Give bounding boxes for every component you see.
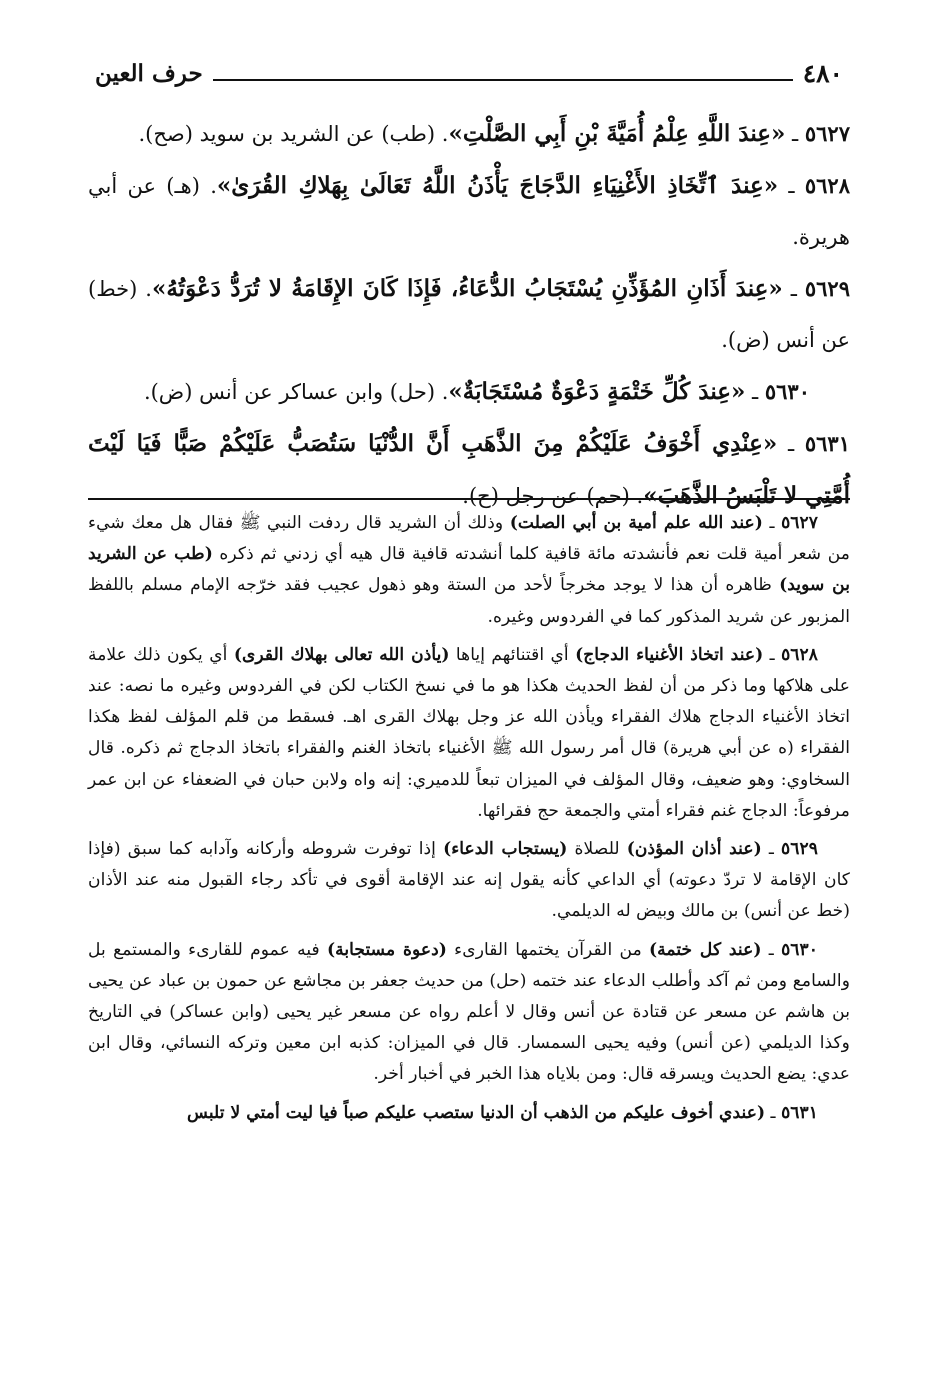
commentary-entry: ٥٦٢٨ ـ (عند اتخاذ الأغنياء الدجاج) أي اقتنائهم إياها (يأذن الله تعالى بهلاك القرى) أي يكون ذلك علامة على هلاكها وما ذكر من أن لفظ الحديث هكذا هو ما في نسخ الكتاب لكن في الفردوس وغيره ما نصه: عند اتخاذ الأغنياء الدجاج هلاك الفقراء ويأذن الله عز وجل بهلاك القرى اهـ. فسقط من قلم المؤلف لفظ هكذا الفقراء (ه عن أبي هريرة) قال أمر رسول الله ﷺ الأغنياء باتخاذ الغنم والفقراء باتخاذ الدجاج ثم ذكره. قال السخاوي: وهو ضعيف، وقال المؤلف في الميزان تبعاً للدميري: إنه واه ولابن حبان في الضعفاء عن ابن عمر مرفوعاً: الدجاج غنم فقراء أمتي والجمعة حج فقرائها. [88, 644, 850, 821]
hadith-number: ٥٦٣٠ [764, 379, 810, 404]
footnote-divider [88, 498, 850, 500]
commentary-text: وذلك أن الشريد قال ردفت النبي ﷺ فقال هل معك شيء من شعر أمية قلت نعم فأنشدته مائة قافية كلما أنشدته قافية قال هيه أي زدني ثم ذكره [88, 513, 850, 565]
hadith-source: . (هـ) عن أبي هريرة. [88, 174, 850, 249]
hadith-text: «عِندَ اللَّهِ عِلْمُ أُمَيَّةَ بْنِ أَبِي الصَّلْتِ» [448, 120, 786, 147]
header-rule [213, 79, 793, 81]
hadith-entry: ٥٦٣٠ ـ «عِندَ كُلِّ خَتْمَةٍ دَعْوَةٌ مُسْتَجَابَةٌ». (حل) وابن عساكر عن أنس (ض). [143, 378, 810, 405]
hadith-text: «عِنْدِي أَخْوَفُ عَلَيْكُمْ مِنَ الذَّهَبِ أَنَّ الدُّنْيَا سَتُصَبُّ عَلَيْكُمْ صَبًّا فَيَا لَيْتَ أُمَّتِي لا تَلْبَسُ الذَّهَبَ» [88, 430, 850, 509]
hadith-entry: ٥٦٢٨ ـ «عِندَ ٱتِّخَاذِ الأَغْنِيَاءِ الدَّجَاجَ يَأْذَنُ اللَّهُ تَعَالَىٰ بِهَلاكِ القُرَىٰ». (هـ) عن أبي هريرة. [88, 172, 850, 249]
commentary-number: ٥٦٣١ [781, 1102, 818, 1123]
commentary-number: ٥٦٢٧ [781, 513, 818, 533]
commentary-text: ظاهره أن هذا لا يوجد مخرجاً لأحد من الستة وهو ذهول عجيب فقد خرّجه الإمام مسلم باللفظ المزبور عن شريد المذكور كما في الفردوس وغيره. [88, 575, 850, 627]
commentary-entry: ٥٦٢٧ ـ (عند الله علم أمية بن أبي الصلت) وذلك أن الشريد قال ردفت النبي ﷺ فقال هل معك شيء من شعر أمية قلت نعم فأنشدته مائة قافية كلما أنشدته قافية قال هيه أي زدني ثم ذكره (طب عن الشريد بن سويد) ظاهره أن هذا لا يوجد مخرجاً لأحد من الستة وهو ذهول عجيب فقد خرّجه الإمام مسلم باللفظ المزبور عن شريد المذكور كما في الفردوس وغيره. [88, 513, 850, 627]
hadith-text: «عِندَ أَذَانِ المُؤَذِّنِ يُسْتَجَابُ الدُّعَاءُ، فَإِذَا كَانَ الإِقَامَةُ لا تُرَدُّ دَعْوَتُهُ» [151, 275, 783, 302]
hadith-source: . (طب) عن الشريد بن سويد (صح). [138, 122, 449, 146]
commentary-lemma: (عند اتخاذ الأغنياء الدجاج) [575, 644, 764, 665]
hadith-entry: ٥٦٢٧ ـ «عِندَ اللَّهِ عِلْمُ أُمَيَّةَ بْنِ أَبِي الصَّلْتِ». (طب) عن الشريد بن سويد (صح). [138, 120, 850, 147]
commentary-entry: ٥٦٢٩ ـ (عند أذان المؤذن) للصلاة (يستجاب الدعاء) إذا توفرت شروطه وأركانه وآدابه كما سبق (فإذا كان الإقامة لا تردّ دعوته) أي الداعي كأنه يقول إنه عند الإقامة أقوى في تأكد رجاء القبول منه عند الأذان (خط عن أنس) بن مالك وبيض له الديلمي. [88, 839, 850, 922]
commentary-text: للصلاة [567, 839, 627, 860]
commentary-text: أي يكون ذلك علامة على هلاكها وما ذكر من أن لفظ الحديث هكذا هو ما في نسخ الكتاب لكن في الفردوس وغيره ما نصه: عند اتخاذ الأغنياء الدجاج هلاك الفقراء ويأذن الله عز وجل بهلاك القرى اهـ. فسقط من قلم المؤلف لفظ هكذا الفقراء (ه عن أبي هريرة) قال أمر رسول الله ﷺ الأغنياء باتخاذ الغنم والفقراء باتخاذ الدجاج ثم ذكره. قال السخاوي: وهو ضعيف، وقال المؤلف في الميزان تبعاً للدميري: إنه واه ولابن حبان في الضعفاء عن ابن عمر مرفوعاً: الدجاج غنم فقراء أمتي والجمعة حج فقرائها. [88, 644, 850, 821]
page-number: ٤٨٠ [802, 59, 843, 88]
commentary-lemma: (طب عن الشريد بن سويد) [88, 544, 850, 596]
commentary-lemma: (يستجاب الدعاء) [443, 839, 568, 860]
commentary-lemma: (يأذن الله تعالى بهلاك القرى) [233, 644, 450, 665]
hadith-number: ٥٦٣١ [804, 431, 850, 456]
chapter-title: حرف العين [95, 60, 203, 87]
commentary-lemma: (عند الله علم أمية بن أبي الصلت) [509, 513, 763, 533]
hadith-entry: ٥٦٣١ ـ «عِنْدِي أَخْوَفُ عَلَيْكُمْ مِنَ الذَّهَبِ أَنَّ الدُّنْيَا سَتُصَبُّ عَلَيْكُمْ صَبًّا فَيَا لَيْتَ أُمَّتِي لا تَلْبَسُ الذَّهَبَ». (حم) عن رجل (ح). [88, 430, 850, 509]
commentary-lemma: (دعوة مستجابة) [327, 939, 447, 960]
commentary-number: ٥٦٣٠ [781, 939, 819, 960]
commentary-number: ٥٦٢٩ [781, 839, 818, 860]
commentary-entry: ٥٦٣٠ ـ (عند كل ختمة) من القرآن يختمها القارىء (دعوة مستجابة) فيه عموم للقارىء والمستمع بل والسامع ومن ثم آكد وأطلب الدعاء عند ختمه (حل) من حديث جعفر بن مجاشع عن حمون بن عباد عن يحيى بن هاشم عن مسعر عن قتادة عن أنس وقال لا أعلم رواه عن مسعر غير يحيى (وابن عساكر) في التاريخ وكذا الديلمي (عن أنس) وفيه يحيى السمسار. قال في الميزان: كذبه ابن معين وتركه النسائي، وقال ابن عدي: يضع الحديث ويسرقه قال: ومن بلاياه هذا الخبر في أخبار أخر. [88, 939, 850, 1085]
hadith-number: ٥٦٢٧ [804, 121, 850, 146]
hadith-entry: ٥٦٢٩ ـ «عِندَ أَذَانِ المُؤَذِّنِ يُسْتَجَابُ الدُّعَاءُ، فَإِذَا كَانَ الإِقَامَةُ لا تُرَدُّ دَعْوَتُهُ». (خط) عن أنس (ض). [88, 275, 850, 352]
commentary-number: ٥٦٢٨ [781, 644, 818, 665]
commentary-entry: ٥٦٣١ ـ (عندي أخوف عليكم من الذهب أن الدنيا ستصب عليكم صباً فيا ليت أمتي لا تلبس [186, 1102, 818, 1123]
hadith-source: . (حم) عن رجل (ح). [462, 484, 644, 508]
commentary-list [88, 508, 850, 1136]
hadith-source: . (خط) عن أنس (ض). [88, 277, 850, 352]
hadith-number: ٥٦٢٩ [804, 276, 850, 301]
commentary-lemma: (عند كل ختمة) [649, 939, 762, 960]
commentary-text: أي اقتنائهم إياها [449, 644, 576, 665]
hadith-text: «عِندَ كُلِّ خَتْمَةٍ دَعْوَةٌ مُسْتَجَابَةٌ» [448, 378, 746, 405]
commentary-text: فيه عموم للقارىء والمستمع بل والسامع ومن ثم آكد وأطلب الدعاء عند ختمه (حل) من حديث جعفر بن مجاشع عن حمون بن عباد عن يحيى بن هاشم عن مسعر عن قتادة عن أنس وقال لا أعلم رواه عن مسعر غير يحيى (وابن عساكر) في التاريخ وكذا الديلمي (عن أنس) وفيه يحيى السمسار. قال في الميزان: كذبه ابن معين وتركه النسائي، وقال ابن عدي: يضع الحديث ويسرقه قال: ومن بلاياه هذا الخبر في أخبار أخر. [88, 939, 850, 1085]
page-header [95, 52, 843, 88]
hadith-number: ٥٦٢٨ [804, 173, 850, 198]
hadith-list [88, 108, 850, 522]
commentary-lemma: (عند أذان المؤذن) [626, 839, 762, 860]
commentary-lemma: (عندي أخوف عليكم من الذهب أن الدنيا ستصب عليكم صباً فيا ليت أمتي لا تلبس [186, 1102, 766, 1123]
commentary-text: إذا توفرت شروطه وأركانه وآدابه كما سبق (فإذا كان الإقامة لا تردّ دعوته) أي الداعي كأنه يقول إنه عند الإقامة أقوى في تأكد رجاء القبول منه عند الأذان (خط عن أنس) بن مالك وبيض له الديلمي. [88, 839, 850, 922]
commentary-text: من القرآن يختمها القارىء [446, 939, 650, 960]
hadith-source: . (حل) وابن عساكر عن أنس (ض). [143, 380, 449, 404]
hadith-text: «عِندَ ٱتِّخَاذِ الأَغْنِيَاءِ الدَّجَاجَ يَأْذَنُ اللَّهُ تَعَالَىٰ بِهَلاكِ القُرَىٰ» [216, 172, 779, 199]
